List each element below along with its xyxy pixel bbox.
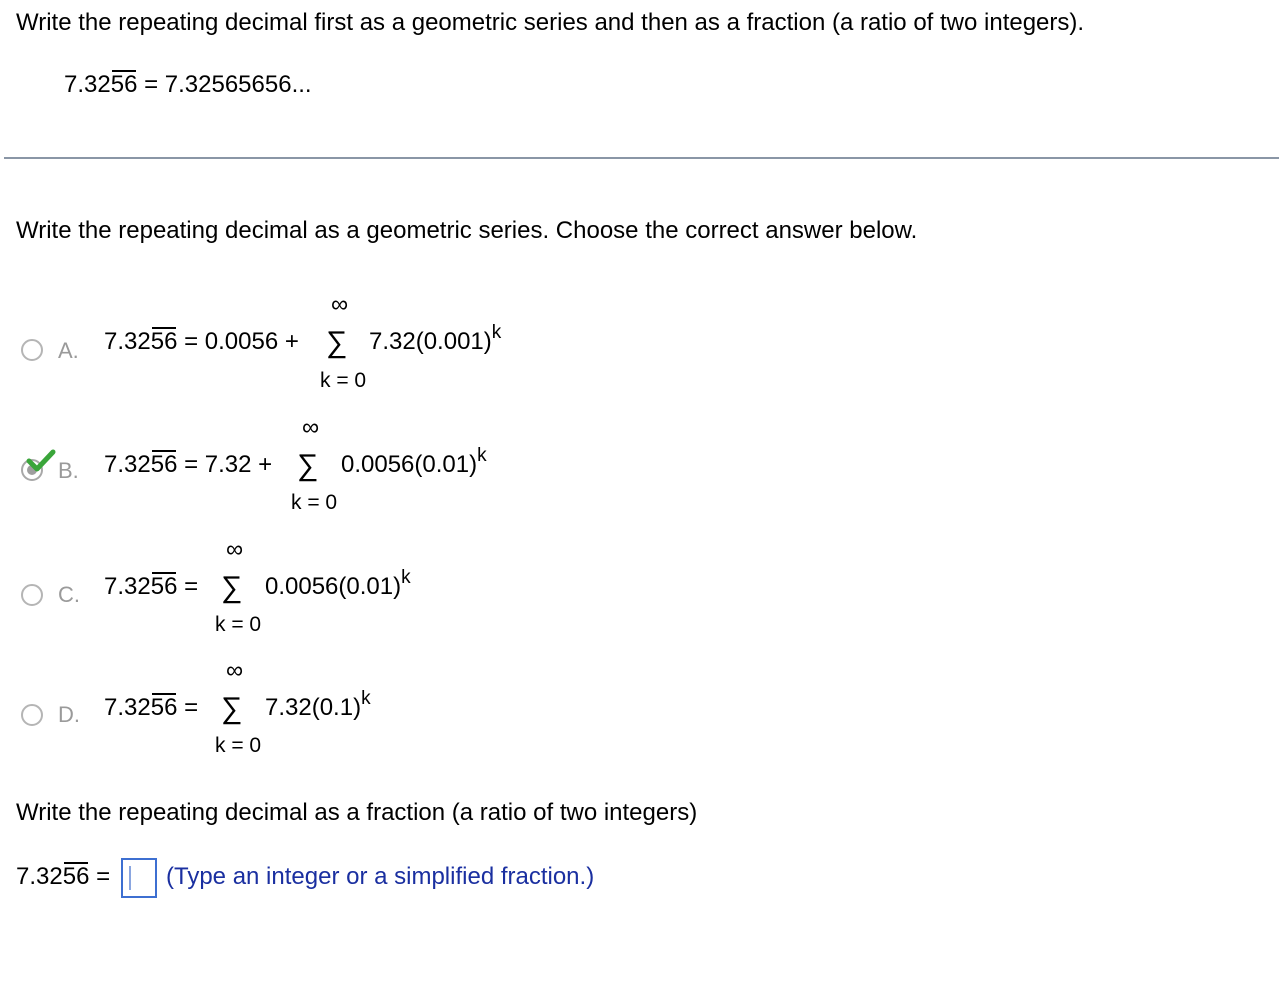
fraction-answer-input[interactable]	[121, 858, 157, 898]
option-d-radio[interactable]	[21, 704, 43, 726]
option-b-rhs-prefix: = 7.32 +	[177, 451, 273, 478]
option-c-sigma-icon: ∑	[221, 571, 243, 604]
option-b-lower-limit: k = 0	[291, 491, 338, 514]
checkmark-icon	[26, 449, 56, 473]
answer-format-hint: (Type an integer or a simplified fraction.)	[166, 863, 595, 890]
option-a-infinity: ∞	[331, 291, 349, 318]
expr-nonrepeating: 7.32	[64, 71, 111, 98]
option-b-sigma-icon: ∑	[297, 449, 319, 482]
option-d-sigma-icon: ∑	[221, 692, 243, 725]
section-divider	[4, 157, 1279, 159]
option-b-infinity: ∞	[302, 414, 320, 441]
option-a-letter: A.	[58, 338, 79, 363]
option-d-letter: D.	[58, 702, 80, 727]
option-c-term: $0.0056(0.01)^k$	[265, 567, 411, 600]
text-caret	[129, 866, 131, 890]
option-c-radio[interactable]	[21, 584, 43, 606]
option-c-lower-limit: k = 0	[215, 613, 262, 636]
option-d-infinity: ∞	[226, 657, 244, 684]
expr-expansion: = 7.32565656...	[137, 71, 312, 98]
part1-question: Write the repeating decimal as a geometric series. Choose the correct answer below.	[16, 217, 918, 244]
option-a-rhs-prefix: = 0.0056 +	[177, 328, 299, 355]
repeating-decimal-expression	[64, 71, 312, 99]
option-c-lhs: 7.3256 =	[104, 573, 199, 600]
option-d-lhs: 7.3256 =	[104, 694, 199, 721]
expr-repeating-digits: 56	[110, 71, 138, 98]
option-d-rhs-prefix: =	[177, 694, 199, 721]
option-a-radio[interactable]	[21, 339, 43, 361]
option-a-lhs: 7.3256 = 0.0056 +	[104, 328, 299, 355]
option-c-rhs-prefix: =	[177, 573, 199, 600]
option-c-infinity: ∞	[226, 536, 244, 563]
problem-instruction: Write the repeating decimal first as a geometric series and then as a fraction (a ratio of two integers).	[16, 9, 1085, 36]
option-c-letter: C.	[58, 582, 80, 607]
option-a-lower-limit: k = 0	[320, 369, 367, 392]
option-a-term: $7.32(0.001)^k$	[369, 322, 502, 355]
option-d-lower-limit: k = 0	[215, 734, 262, 757]
part2-question: Write the repeating decimal as a fraction (a ratio of two integers)	[16, 799, 698, 826]
option-b-letter: B.	[58, 458, 79, 483]
option-a-sigma-icon: ∑	[326, 326, 348, 359]
option-d-term: $7.32(0.1)^k$	[265, 688, 371, 721]
option-b-term: $0.0056(0.01)^k$	[341, 445, 487, 478]
option-b-lhs: 7.3256 = 7.32 +	[104, 451, 273, 478]
part2-lhs: 7.3256 =	[16, 863, 111, 890]
